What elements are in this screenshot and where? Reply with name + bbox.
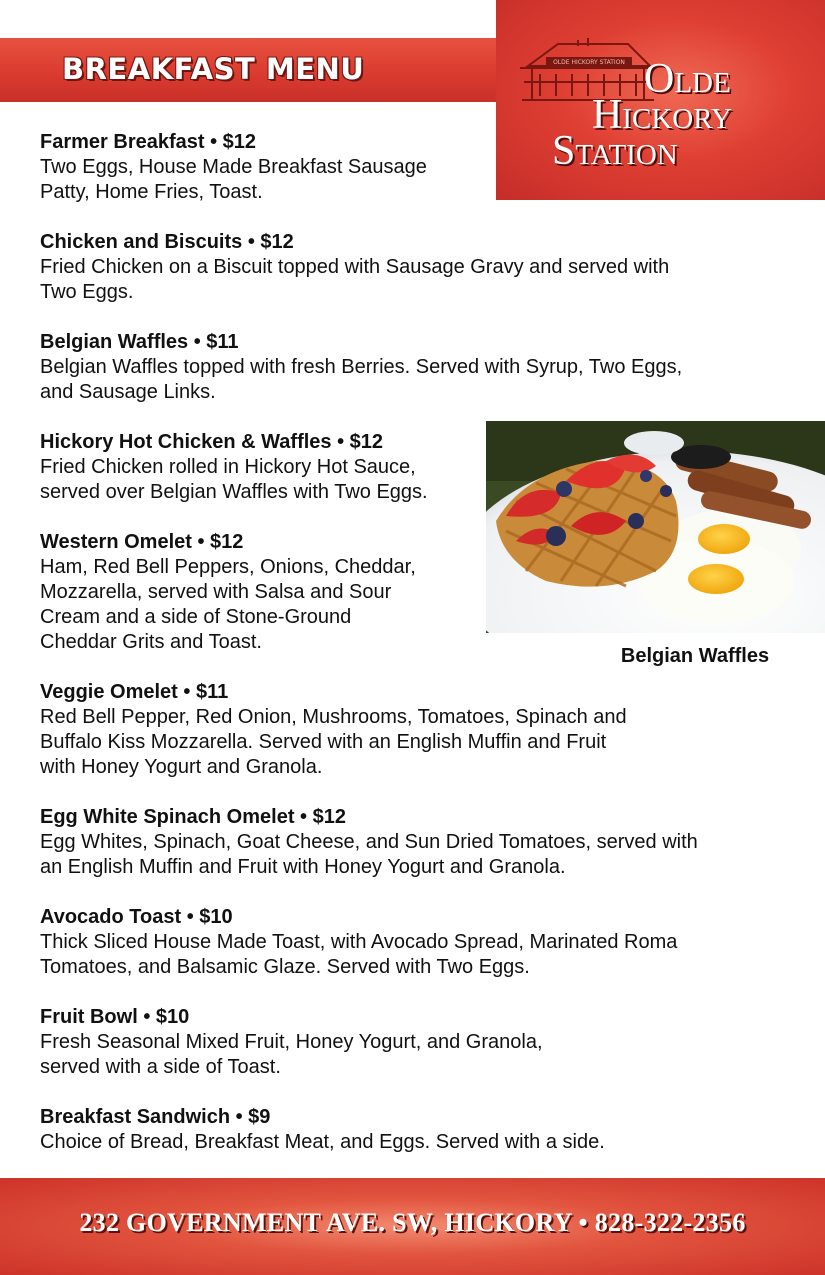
belgian-waffles-photo (486, 421, 825, 633)
menu-item-name: Veggie Omelet • $11 (40, 681, 229, 703)
logo-line-hickory: Hickory (592, 92, 732, 138)
footer-banner (0, 1178, 825, 1275)
logo-sign-text: OLDE HICKORY STATION (553, 59, 625, 66)
restaurant-logo (496, 0, 825, 200)
menu-item-name: Chicken and Biscuits • $12 (40, 231, 294, 253)
page-title: BREAKFAST MENU (62, 52, 365, 86)
menu-item-name: Belgian Waffles • $11 (40, 331, 239, 353)
menu-item-description: Two Eggs, House Made Breakfast Sausage Patty, Home Fries, Toast. (40, 156, 427, 203)
photo-caption: Belgian Waffles (620, 645, 770, 667)
menu-item-fruit-bowl (40, 1005, 543, 1080)
menu-item-name: Egg White Spinach Omelet • $12 (40, 806, 346, 828)
menu-item-description: Fried Chicken rolled in Hickory Hot Sauce, served over Belgian Waffles with Two Eggs. (40, 456, 428, 503)
menu-item-belgian-waffles (40, 330, 682, 405)
menu-item-chicken-biscuits (40, 230, 669, 305)
address-phone: 232 GOVERNMENT AVE. SW, HICKORY • 828-322-2356 (79, 1208, 746, 1237)
menu-item-hot-chicken-waffles (40, 430, 428, 505)
menu-item-name: Hickory Hot Chicken & Waffles • $12 (40, 431, 384, 453)
menu-item-description: Choice of Bread, Breakfast Meat, and Eggs. Served with a side. (40, 1131, 605, 1153)
menu-item-egg-white-omelet (40, 805, 698, 880)
menu-item-farmer-breakfast (40, 130, 427, 205)
title-banner (0, 38, 496, 102)
menu-item-western-omelet (40, 530, 416, 655)
menu-item-description: Belgian Waffles topped with fresh Berries. Served with Syrup, Two Eggs, and Sausage Links. (40, 356, 683, 403)
menu-item-avocado-toast (40, 905, 677, 980)
menu-item-description: Egg Whites, Spinach, Goat Cheese, and Sun Dried Tomatoes, served with an English Muffin and Fruit with Honey Yogurt and Granola. (40, 831, 698, 878)
logo-line-olde: Olde (644, 56, 731, 102)
menu-item-veggie-omelet (40, 680, 627, 780)
menu-item-description: Fresh Seasonal Mixed Fruit, Honey Yogurt, and Granola, served with a side of Toast. (40, 1031, 543, 1078)
menu-item-description: Fried Chicken on a Biscuit topped with Sausage Gravy and served with Two Eggs. (40, 256, 670, 303)
logo-line-station: Station (552, 128, 678, 174)
menu-item-name: Fruit Bowl • $10 (40, 1006, 190, 1028)
menu-item-name: Western Omelet • $12 (40, 531, 244, 553)
menu-item-breakfast-sandwich (40, 1105, 605, 1155)
menu-item-description: Ham, Red Bell Peppers, Onions, Cheddar, Mozzarella, served with Salsa and Sour Cream and a side of Stone-Ground Cheddar Grits and Toast. (40, 556, 416, 653)
menu-item-name: Breakfast Sandwich • $9 (40, 1106, 271, 1128)
menu-item-name: Avocado Toast • $10 (40, 906, 233, 928)
menu-item-description: Red Bell Pepper, Red Onion, Mushrooms, Tomatoes, Spinach and Buffalo Kiss Mozzarella. Served with an English Muffin and Fruit with Honey Yogurt and Granola. (40, 706, 627, 778)
menu-item-name: Farmer Breakfast • $12 (40, 131, 257, 153)
menu-item-description: Thick Sliced House Made Toast, with Avocado Spread, Marinated Roma Tomatoes, and Balsamic Glaze. Served with Two Eggs. (40, 931, 678, 978)
